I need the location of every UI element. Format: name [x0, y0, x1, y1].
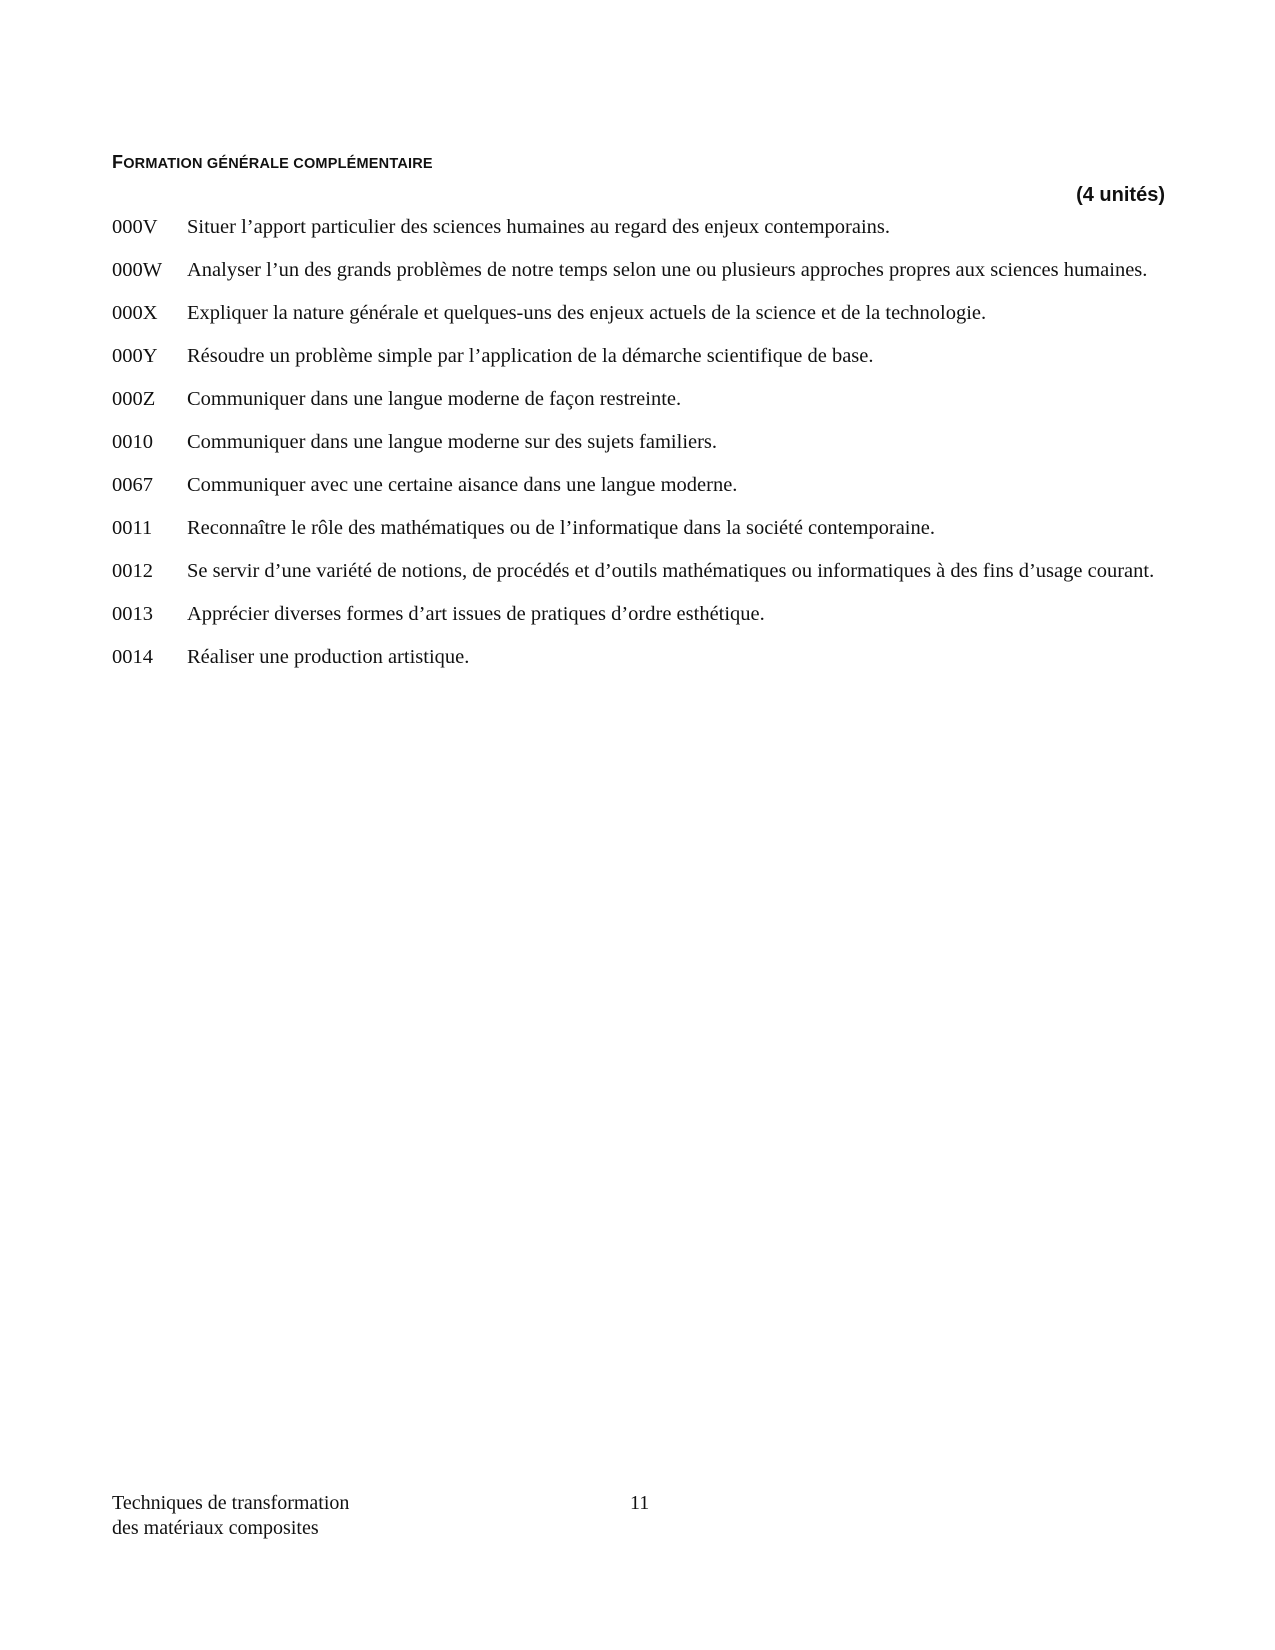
competency-code: 000X	[112, 302, 158, 324]
footer-program-line-2: des matériaux composites	[112, 1517, 319, 1539]
competency-text: Communiquer avec une certaine aisance dans une langue moderne.	[187, 474, 738, 496]
competency-text: Apprécier diverses formes d’art issues de pratiques d’ordre esthétique.	[187, 603, 765, 625]
competency-item	[112, 515, 1165, 541]
competency-item	[112, 343, 1165, 369]
competency-text: Reconnaître le rôle des mathématiques ou de l’informatique dans la société contemporaine.	[187, 517, 935, 539]
page-number: 11	[630, 1492, 650, 1514]
competency-item	[112, 300, 1165, 326]
competency-code: 0012	[112, 560, 153, 582]
competency-code: 0014	[112, 646, 153, 668]
units-label: (4 unités)	[1076, 184, 1165, 206]
competency-item	[112, 472, 1165, 498]
competency-item	[112, 558, 1165, 584]
competency-text: Expliquer la nature générale et quelques-uns des enjeux actuels de la science et de la technologie.	[187, 302, 987, 324]
competency-code: 000V	[112, 216, 158, 238]
competency-text: Réaliser une production artistique.	[187, 646, 470, 668]
competency-item	[112, 386, 1165, 412]
competency-text: Résoudre un problème simple par l’application de la démarche scientifique de base.	[187, 345, 874, 367]
competency-code: 000Y	[112, 345, 158, 367]
footer-program-name	[112, 1491, 349, 1541]
competency-code: 0013	[112, 603, 153, 625]
competency-code: 000Z	[112, 388, 156, 410]
competency-code: 0010	[112, 431, 153, 453]
competency-code: 0067	[112, 474, 153, 496]
competency-item	[112, 644, 1165, 670]
competency-list	[112, 214, 1165, 687]
competency-item	[112, 601, 1165, 627]
section-title-rest: ORMATION GÉNÉRALE COMPLÉMENTAIRE	[123, 156, 433, 172]
competency-code: 0011	[112, 517, 153, 539]
competency-text: Se servir d’une variété de notions, de procédés et d’outils mathématiques ou informatiques à des fins d’usage courant.	[187, 560, 1155, 582]
competency-text: Communiquer dans une langue moderne sur des sujets familiers.	[187, 431, 718, 453]
competency-text: Communiquer dans une langue moderne de façon restreinte.	[187, 388, 682, 410]
competency-item	[112, 429, 1165, 455]
competency-item	[112, 214, 1165, 240]
footer-program-line-1: Techniques de transformation	[112, 1492, 350, 1514]
section-title-initial: F	[112, 152, 124, 172]
competency-text: Analyser l’un des grands problèmes de notre temps selon une ou plusieurs approches propres aux sciences humaines.	[187, 259, 1148, 281]
section-title	[112, 152, 433, 173]
competency-code: 000W	[112, 259, 163, 281]
competency-item	[112, 257, 1165, 283]
competency-text: Situer l’apport particulier des sciences humaines au regard des enjeux contemporains.	[187, 216, 891, 238]
